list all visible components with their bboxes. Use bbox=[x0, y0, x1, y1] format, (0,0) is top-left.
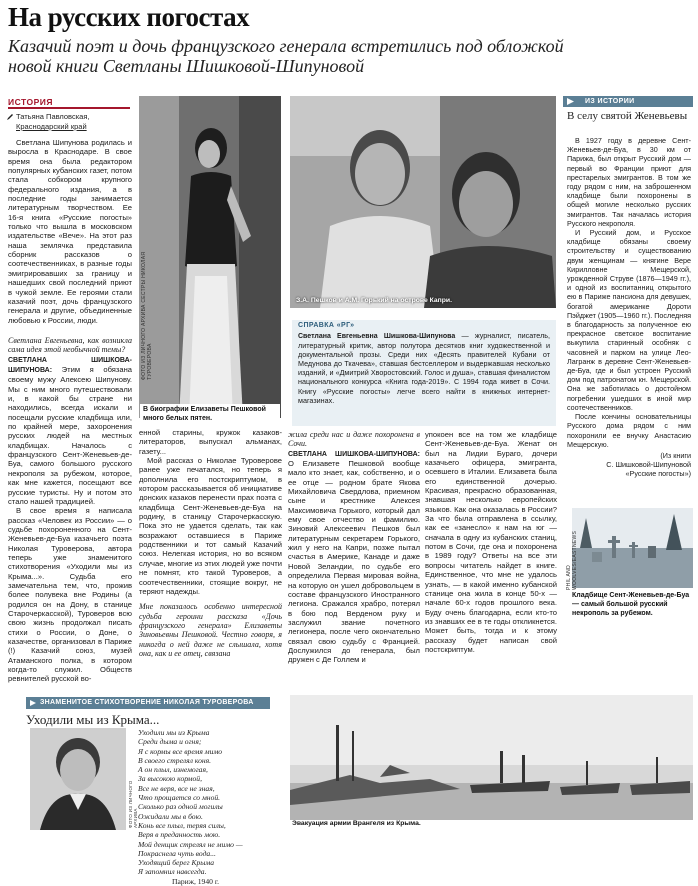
col2-text2: Мой рассказ о Николае Туроверове ранее уже печатался, но теперь я дополнила его постскриптумом, в котором рассказывается об инициативе донских казаков перенести прах поэта с кладбища Сент-Женевьев-де-Буа на родину, в станицу Старочеркасскую. Пока это не удается сделать, так как возражают оставшиеся в Париже родственники и тот самый Казачий союз. Нелегкая история, но во всяком случае, многие из этих людей уже почти не помнят, кто такой Туроверов, а соотечественники, стоящие вокруг, не теряют надежды. bbox=[139, 456, 282, 596]
page-title: На русских погостах bbox=[8, 2, 250, 32]
photo-turoverov bbox=[30, 728, 126, 830]
sidebar-text-2: И Русский дом, и Русское кладбище обязаны своему строительству и существованию двум женщинам — княгине Вере Кирилловне Мещерской, урожденной Струве (1876—1949 гг.), и одной из воспитанниц открытого ею в Париже пансиона для девушек, богатой американке Дороти Пэйджет (1905—1960 гг.). Последняя в благодарность за полученное ею прекрасное светское воспитание выкупила старинный особняк с часовней и парком на улице Лео-Лагранж в деревне Сент-Женевьев-де-Буа, где и был устроен Русский дом под патронатом кн. Мещерской. Она же заботилась о достойном погребении ушедших в иной мир соотечественников. bbox=[567, 228, 691, 412]
rubric-rule bbox=[8, 107, 130, 109]
column-2 bbox=[139, 428, 282, 690]
subtitle-line-1: Казачий поэт и дочь французского генерала встретились под обложкой bbox=[8, 36, 564, 56]
poem-line: За высокою кормой, bbox=[138, 774, 203, 784]
poem-line: Я запомнил навсегда. bbox=[138, 867, 207, 877]
poem-line: Уходили мы из Крыма bbox=[138, 728, 210, 737]
question-1: Светлана Евгеньевна, как возникла сама идея этой необычной темы? bbox=[8, 336, 132, 355]
answer-1-text: Этим я обязана своему мужу Алексею Шипунову. Мы с ним много путешествовали и, в какой бы стране ни находились, всегда искали и посещали русские кладбища или, по крайней мере, захоронения русских людей на местных кладбищах. Началось с французского Сент-Женевьев-де-Буа, самого большого русского некрополя за рубежом, которое, как мне кажется, посещают все русские туристы. Ну и потом это стало нашей традицией. bbox=[8, 365, 132, 506]
poem-line: Конь все плыл, теряя силы, bbox=[138, 820, 226, 830]
rubric-label: ИСТОРИЯ bbox=[8, 97, 54, 107]
poem-line: Покраснела чуть вода... bbox=[138, 848, 216, 858]
answer-1-text2: В свое время я написала рассказ «Человек из России» — о судьбе похороненного на Сент-Женевьев-де-Буа казачьего поэта Николая Туроверова, автора теперь уже знаменитого стихотворения «Уходили мы из Крыма...». Судьба его замечательна тем, что, прожив более полувека вне Родины (а родился он на Дону, в станице Старочеркасской), Туроверов всю свою жизнь продолжал писать стихи о России, о Доне, о казачестве, организовал в Париже (!) Казачий союз, музей Атаманского полка, в котором когда-то служил. Обществ ревнителей русской во- bbox=[8, 506, 132, 684]
photo-2-caption: З.А. Пешков и А.М. Горький на острове Капри. bbox=[296, 297, 452, 304]
info-box-spravka bbox=[292, 320, 556, 426]
column-1 bbox=[8, 336, 132, 698]
sidebar-source-3: «Русские погосты») bbox=[625, 469, 691, 479]
poem-title: Уходили мы из Крыма... bbox=[26, 712, 160, 727]
answer-1-lead: СВЕТЛАНА ШИШКОВА-ШИПУНОВА: bbox=[8, 356, 132, 375]
sidebar-source-2: С. Шишковой-Шипуновой bbox=[606, 460, 691, 470]
sidebar-source-1: (Из книги bbox=[660, 450, 691, 460]
poem-signature: Париж, 1940 г. bbox=[172, 876, 220, 886]
poem-line: А он плыл, изнемогая, bbox=[138, 765, 208, 775]
poem-text bbox=[138, 728, 284, 886]
lead-text: Светлана Шипунова родилась и выросла в Краснодаре. В свое время она была редактором популярных кубанских газет, потом стала собкором крупного федерального издания, а в последние годы занимается литературным творчеством. Ее 16-я книга «Русские погосты» только что вышла в московском издательстве «Вече». На этот раз наша землячка представила сборник рассказов о соотечественниках, в разные годы эмигрировавших за границу и нашедших свой последний приют в чужой земле. Ее героями стали казачий поэт, дочь французского генерала и другие, объединенные любовью к России, люди. bbox=[8, 138, 132, 325]
answer-2-lead: СВЕТЛАНА ШИШКОВА-ШИПУНОВА: bbox=[288, 450, 420, 458]
poem-line: Уходящий берег Крыма bbox=[138, 858, 215, 868]
poem-line: В своего стрелял коня. bbox=[138, 755, 212, 765]
subtitle bbox=[8, 36, 628, 76]
photo-cemetery bbox=[572, 508, 693, 588]
poem-line: Что прощается со мной. bbox=[138, 793, 221, 803]
col4-text: упокоен все на том же кладбище Сент-Женевьев-де-Буа. Женат он был на Лидии Бураго, дочери казачьего офицера, эмигранта, осевшего в Италии. Елизавета была его единственной дочерью. Красивая, прекрасно образованная, знавшая несколько европейских языков. Как она оказалась в России? За что была отправлена в ссылку, как ее «занесло» к нам на юг — сначала в одну из кубанских станиц, потом в Сочи, где она и похоронена в 1989 году? Ответы на все эти вопросы читатель найдет в книге. Единственное, что мне не удалось узнать, — в какой именно кубанской станице она жила в конце 50-х — начале 60-х годов прошлого века. Буду очень благодарна, если кто-то из знавших ее в те годы откликнется. Может быть, тогда и к этому рассказу будет написан свой постскриптум. bbox=[425, 430, 557, 654]
poem-line: Мой денщик стрелял не мимо — bbox=[138, 839, 243, 849]
photo-1-caption: В биографии Елизаветы Пешковой много белых пятен. bbox=[140, 404, 280, 424]
col2-text: енной старины, кружок казаков-литераторов, выпускал альманах, газету... bbox=[139, 428, 282, 456]
portrait-turoverov-icon bbox=[30, 728, 126, 830]
column-4 bbox=[425, 430, 557, 690]
photo-peshkov-gorky bbox=[290, 96, 556, 308]
author-name: Татьяна Павловская, bbox=[16, 112, 90, 121]
question-2-end: жила среди нас и даже похоронена в Сочи. bbox=[288, 430, 420, 449]
poem-banner: ЗНАМЕНИТОЕ СТИХОТВОРЕНИЕ НИКОЛАЯ ТУРОВЕРОВА bbox=[26, 697, 270, 709]
sidebar-text-3: После кончины основательницы Русского дома рядом с ним похоронили ее внучку Анастасию Мещерскую. bbox=[567, 412, 691, 449]
photo-credit-vertical: ФОТО ИЗ ЛИЧНОГО АРХИВА СЕСТРЫ НИКОЛАЯ ТУРОВЕРОВА bbox=[141, 251, 153, 380]
poem-line: Я с кормы все время мимо bbox=[138, 746, 223, 756]
spravka-lead: Светлана Евгеньевна Шишкова-Шипунова bbox=[298, 333, 456, 340]
poem-photo-credit: ФОТО ИЗ ЛИЧНОГО АРХИВА bbox=[128, 780, 138, 828]
sidebar-photo-caption: Кладбище Сент-Женевьев-де-Буа — самый большой русский некрополь за рубежом. bbox=[572, 592, 690, 617]
author-region: Краснодарский край bbox=[16, 122, 87, 131]
poem-line: Среди дыма и огня; bbox=[138, 737, 202, 747]
poem-line: Сколько раз одной могилы bbox=[138, 802, 223, 812]
woman-figure-icon bbox=[139, 96, 281, 418]
poem-line: Веря в преданность мою. bbox=[138, 830, 221, 840]
question-2: Мне показалось особенно интересной судьба героини рассказа «Дочь французского генерала» Елизаветы Зиновьевны Пешковой. Честно говоря, я никогда о ней даже не слышала, хотя она, как и ее отец, связана bbox=[139, 602, 282, 658]
sidebar-heading: ИЗ ИСТОРИИ bbox=[563, 96, 693, 107]
lead-paragraph bbox=[8, 138, 132, 336]
portrait-two-men-icon bbox=[290, 96, 556, 308]
subtitle-line-2: новой книги Светланы Шишковой-Шипуновой bbox=[8, 56, 365, 76]
byline bbox=[16, 112, 89, 132]
column-3 bbox=[288, 430, 420, 690]
poem-line: Все не веря, все не зная, bbox=[138, 783, 215, 793]
sidebar-photo-credit: PHIL AND WOOLVES/EASTNEWS bbox=[566, 530, 578, 590]
photo-evacuation bbox=[290, 695, 693, 820]
photo-elizaveta-peshkova bbox=[139, 96, 281, 418]
spravka-heading: СПРАВКА «РГ» bbox=[298, 322, 355, 329]
pen-icon bbox=[6, 113, 14, 121]
answer-2-text: О Елизавете Пешковой вообще мало кто знает, как, собственно, и о ее отце — родном брате Якова Михайловича Свердлова, приемном сыне и крестнике Алексея Максимовича Горького, который дал ему свое отчество и фамилию. Зиновий Алексеевич Пешков был литературным секретарем Горького, жил у него на Капри, позже пытал счастья в Америке, Канаде и даже Новой Зеландии, по судьбе его определила Первая мировая война, на которую он ушел добровольцем в составе французского Иностранного легиона. Сражался храбро, потерял в бою под Верденом руку и заслужил звание почетного легионера, после чего окончательно связал свою судьбу с Францией. Дослужился до генерала, был дружен с Де Голлем и bbox=[288, 459, 420, 665]
cemetery-landscape-icon bbox=[572, 508, 693, 588]
sidebar-body bbox=[567, 136, 691, 479]
sidebar-title: В селу святой Женевьевы bbox=[567, 110, 688, 122]
sidebar-source bbox=[567, 451, 691, 479]
ships-evacuation-icon bbox=[290, 695, 693, 820]
poem-line: Ожидали мы в бою. bbox=[138, 811, 203, 821]
bottom-photo-caption: Эвакуация армии Врангеля из Крыма. bbox=[292, 820, 421, 827]
spravka-text: — журналист, писатель, литературный критик, автор полутора десятков книг художественной и документальной прозы. Среди них «Десять правителей Кубани от Медунова до Ткачева», ставшая бестселлером и выдержавшая несколько изданий, и «Дмитрий Хворостовский. Голос и душа», ставшая финалистом национального конкурса «Книга года-2019». С 1994 года живет в Сочи. Книгу «Русские погосты» легче всего найти в книжных интернет-магазинах. bbox=[298, 331, 551, 405]
sidebar-text-1: В 1927 году в деревне Сент-Женевьев-де-Буа, в 30 км от Парижа, был открыт Русский дом — первый во Франции приют для престарелых эмигрантов. В том же году рядом с ним, на заброшенном кладбище были похоронены в общей могиле несколько русских эмигрантов. Так началась история Русского некрополя. bbox=[567, 136, 691, 228]
